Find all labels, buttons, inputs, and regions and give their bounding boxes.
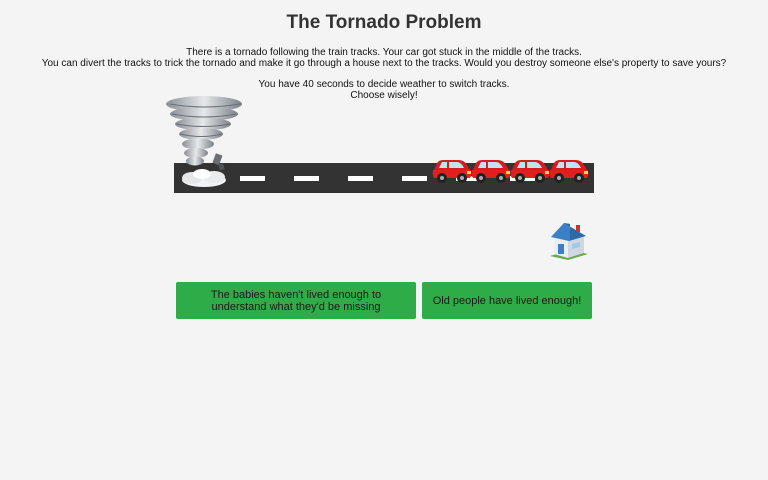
description-line-2: You can divert the tracks to trick the tornado and make it go through a house next to the tracks. Would you destroy someone else's property to save yours? bbox=[41, 58, 727, 69]
road-dash bbox=[294, 176, 319, 181]
house-icon bbox=[548, 220, 590, 262]
choice-button-babies[interactable]: The babies haven't lived enough to understand what they'd be missing bbox=[176, 282, 416, 319]
road-dash bbox=[348, 176, 373, 181]
description-line-1: There is a tornado following the train tracks. Your car got stuck in the middle of the tracks. bbox=[186, 47, 582, 58]
timer-text bbox=[0, 79, 768, 101]
red-car-icon bbox=[548, 150, 590, 184]
page-title: The Tornado Problem bbox=[286, 12, 482, 33]
red-car-icon bbox=[509, 150, 551, 184]
timer-line-2: Choose wisely! bbox=[350, 90, 418, 101]
tornado-icon bbox=[164, 94, 246, 190]
timer-line-1: You have 40 seconds to decide weather to switch tracks. bbox=[258, 79, 510, 90]
scenario-description bbox=[0, 47, 768, 69]
red-car-icon bbox=[470, 150, 512, 184]
choice-button-old-people[interactable]: Old people have lived enough! bbox=[422, 282, 592, 319]
road-dash bbox=[402, 176, 427, 181]
red-car-icon bbox=[431, 150, 473, 184]
